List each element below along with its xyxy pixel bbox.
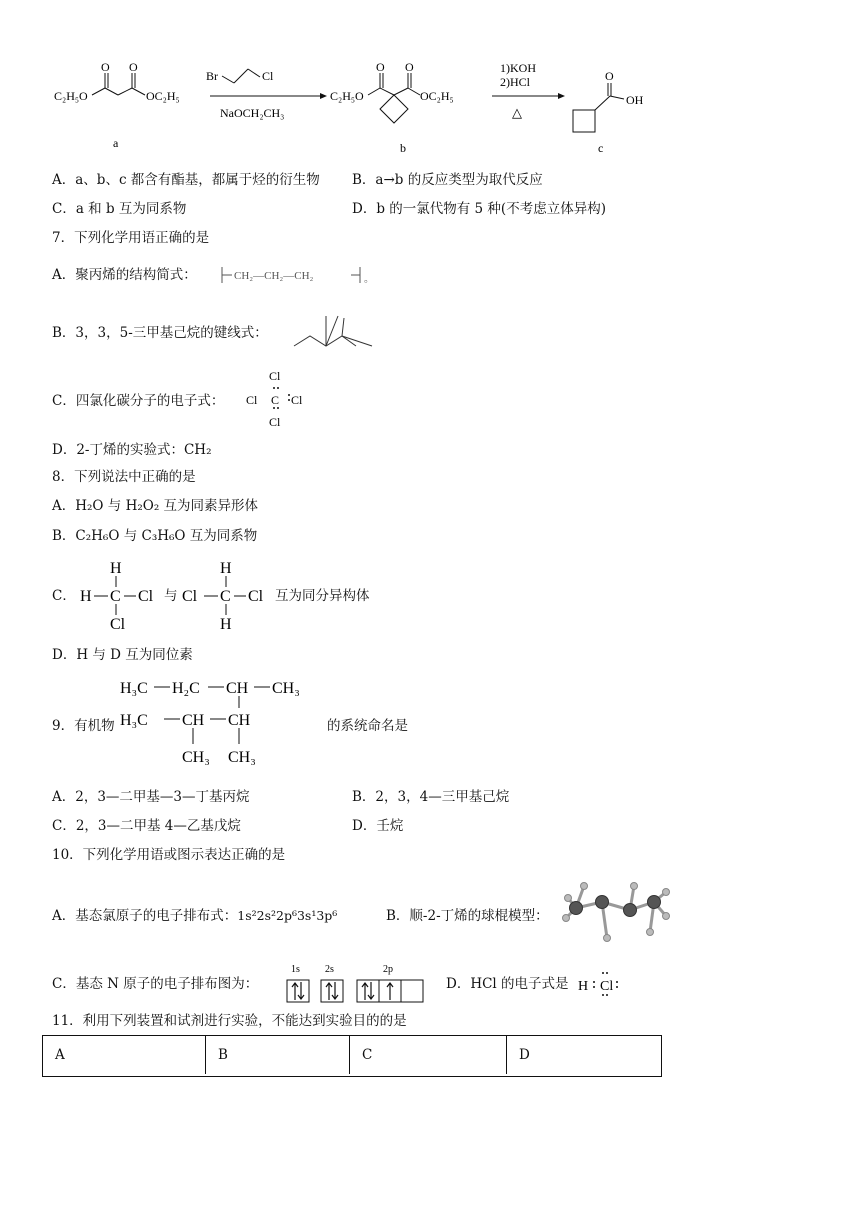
q9-r3-c2: CH₃ [228, 749, 256, 766]
q9-r1-c4: CH₃ [272, 680, 300, 697]
q10-option-b: B．顺-2-丁烯的球棍模型： [386, 908, 549, 924]
reagent1-chain [222, 69, 260, 83]
q9-stem-suffix: 的系统命名是 [327, 718, 408, 734]
a-oxygen-1: O [101, 60, 110, 74]
q9-option-c: C．2，3—二甲基 4—乙基戊烷 [52, 818, 241, 834]
f2-h-top: H [220, 560, 232, 577]
q11-stem: 11．利用下列装置和试剂进行实验，不能达到实验目的的是 [52, 1013, 407, 1029]
q9-r2-c1: H₃C [120, 712, 148, 729]
q9-stem-prefix: 9．有机物 [52, 718, 115, 734]
skeletal-formula [290, 312, 380, 354]
q9-option-a: A．2，3—二甲基—3—丁基丙烷 [52, 789, 250, 805]
q10-option-a-label: A．基态氯原子的电子排布式： [52, 908, 238, 924]
q7-stem: 7．下列化学用语正确的是 [52, 230, 210, 246]
a-right-group: OC₂H₅ [146, 89, 180, 103]
b-oxygen-1: O [376, 60, 385, 74]
polypropylene-formula [218, 264, 378, 286]
f1-h-left: H [80, 588, 92, 605]
table-header-b: B [206, 1036, 350, 1074]
f2-h-bottom: H [220, 616, 232, 633]
q7-option-c: C．四氯化碳分子的电子式： [52, 393, 225, 409]
heat-symbol: △ [512, 105, 522, 120]
dichloromethane-formula-2 [180, 557, 272, 635]
molecule-b [368, 73, 420, 123]
c-oxygen: O [605, 69, 614, 83]
ccl4-cl-bottom: Cl [269, 415, 281, 429]
q9-option-b: B．2，3，4—三甲基己烷 [352, 789, 510, 805]
orbital-label-2p: 2p [383, 964, 393, 975]
polypropylene-tail: 。 [364, 274, 374, 285]
orbital-label-2s: 2s [325, 964, 334, 975]
q9-r1-c2: H₂C [172, 680, 200, 697]
table-header-d: D [519, 1047, 530, 1063]
q7-option-d: D．2-丁烯的实验式：CH₂ [52, 442, 212, 458]
q11-answer-table [42, 1035, 662, 1077]
molecule-c [573, 83, 624, 132]
label-c: c [598, 141, 604, 155]
q8-option-c-prefix: C． [52, 588, 76, 604]
ccl4-cl-right: Cl [291, 393, 303, 407]
q6-option-a: A．a、b、c 都含有酯基，都属于烃的衍生物 [52, 172, 320, 188]
q9-r2-c3: CH [228, 712, 251, 729]
dichloromethane-formula-1 [78, 557, 162, 635]
b-right-group: OC₂H₅ [420, 89, 454, 103]
q7-option-b: B．3，3，5-三甲基己烷的键线式： [52, 325, 268, 341]
arrowhead-1 [320, 93, 327, 99]
q10-option-d: D．HCl 的电子式是 [446, 976, 569, 992]
arrowhead-2 [558, 93, 565, 99]
chlorine-config: 1s²2s²2p⁶3s¹3p⁶ [237, 908, 338, 923]
reagent1-base: NaOCH₂CH₃ [220, 106, 285, 120]
ccl4-c: C [271, 393, 280, 407]
f1-cl-right: Cl [138, 588, 154, 605]
ccl4-electron-formula [243, 366, 313, 432]
q8-option-c-suffix: 互为同分异构体 [275, 588, 370, 604]
molecule-a [92, 73, 145, 95]
q9-r1-c1: H₃C [120, 680, 148, 697]
f1-h-top: H [110, 560, 122, 577]
hcl-h: H [578, 979, 589, 994]
reagent1-cl: Cl [262, 69, 274, 83]
f2-c: C [220, 588, 231, 605]
q8-stem: 8．下列说法中正确的是 [52, 469, 196, 485]
nitrogen-orbital-diagram [284, 962, 432, 1004]
q6-option-d: D．b 的一氯代物有 5 种(不考虑立体异构) [352, 201, 606, 217]
reagent2-hcl: 2)HCl [500, 75, 530, 89]
polypropylene-units: CH₂—CH₂—CH₂ [234, 270, 314, 282]
b-oxygen-2: O [405, 60, 414, 74]
q6-option-b: B．a→b 的反应类型为取代反应 [352, 172, 543, 188]
q8-option-b: B．C₂H₆O 与 C₃H₆O 互为同系物 [52, 528, 258, 544]
c-hydroxyl: OH [626, 93, 644, 107]
a-left-group: C₂H₅O [54, 89, 88, 103]
label-b: b [400, 141, 406, 155]
q9-option-d: D．壬烷 [352, 818, 404, 834]
cis-2-butene-ball-stick-model [562, 878, 672, 948]
b-left-group: C₂H₅O [330, 89, 364, 103]
q8-option-a: A．H₂O 与 H₂O₂ 互为同素异形体 [52, 498, 259, 514]
q10-stem: 10．下列化学用语或图示表达正确的是 [52, 847, 286, 863]
a-oxygen-2: O [129, 60, 138, 74]
f1-c: C [110, 588, 121, 605]
reagent1-br: Br [206, 69, 218, 83]
ccl4-cl-top: Cl [269, 369, 281, 383]
table-header-a: A [43, 1036, 206, 1074]
hcl-electron-formula [576, 966, 626, 1000]
label-a: a [113, 136, 119, 150]
q9-r3-c1: CH₃ [182, 749, 210, 766]
q9-r1-c3: CH [226, 680, 249, 697]
reaction-scheme [50, 55, 670, 160]
q8-option-d: D．H 与 D 互为同位素 [52, 647, 193, 663]
f1-cl-bottom: Cl [110, 616, 126, 633]
q7-option-a: A．聚丙烯的结构简式： [52, 267, 197, 283]
q6-option-c: C．a 和 b 互为同系物 [52, 201, 187, 217]
reagent2-koh: 1)KOH [500, 61, 536, 75]
hcl-cl: Cl [600, 979, 614, 994]
q9-r2-c2: CH [182, 712, 205, 729]
q9-structure [118, 672, 318, 776]
f2-cl-left: Cl [182, 588, 198, 605]
q10-option-c: C．基态 N 原子的电子排布图为： [52, 976, 259, 992]
ccl4-cl-left: Cl [246, 393, 258, 407]
table-header-c: C [350, 1036, 507, 1074]
orbital-label-1s: 1s [291, 964, 300, 975]
f2-cl-right: Cl [248, 588, 264, 605]
q10-option-a [52, 907, 337, 925]
q8-option-c-mid: 与 [164, 588, 178, 604]
